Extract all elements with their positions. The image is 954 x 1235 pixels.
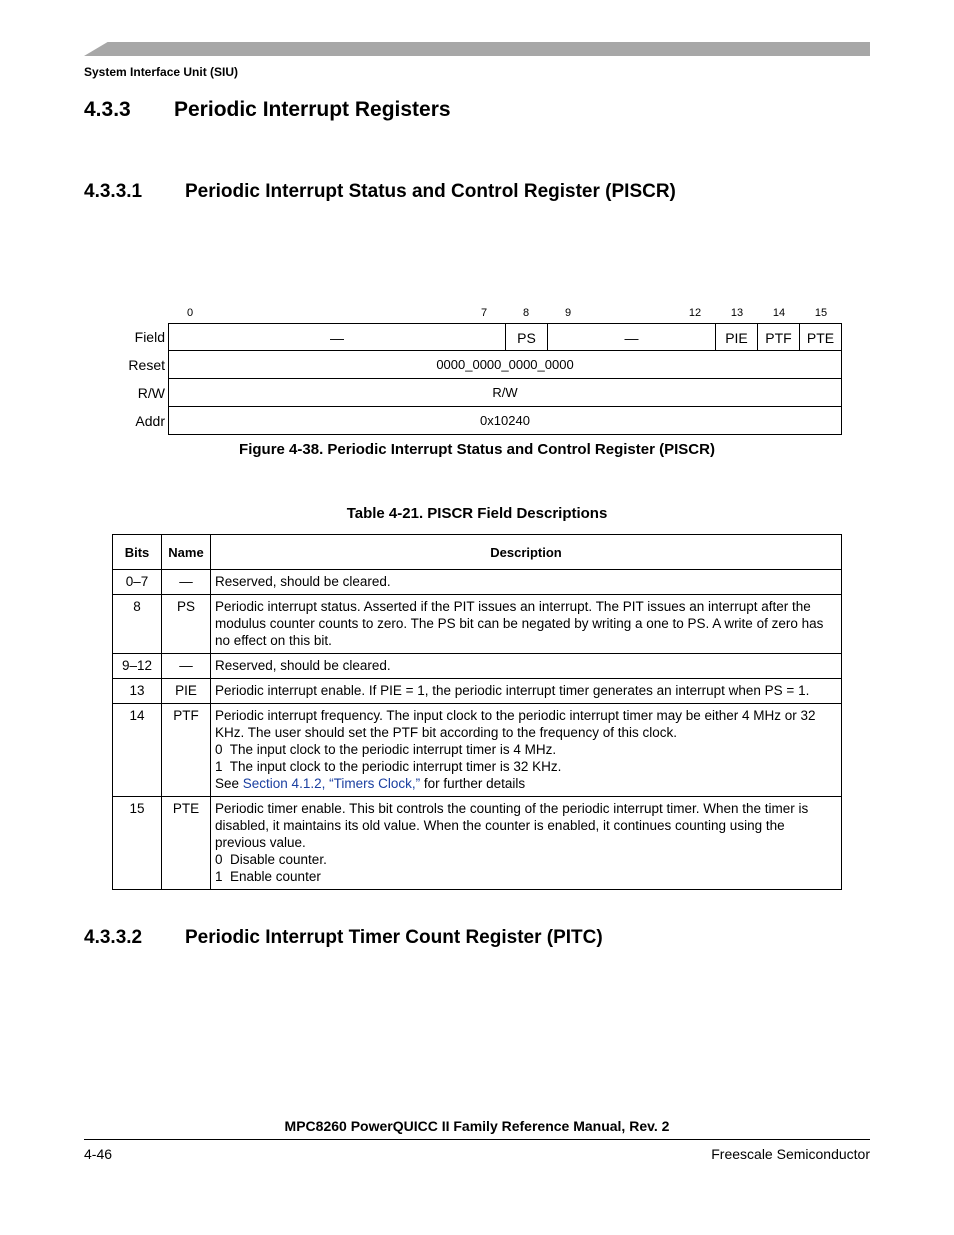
cell-description: Periodic timer enable. This bit controls the counting of the periodic interrupt timer. When the timer is disabled, it maintains its old value. When the counter is enabled, it continues counting using the previous value. 0 Disable counter. 1 Enable counter — [211, 797, 842, 890]
section-4-3-3-heading: 4.3.3 Periodic Interrupt Registers — [84, 98, 451, 121]
cell-bits: 13 — [113, 679, 162, 704]
field-ps: PS — [506, 324, 548, 350]
cell-bits: 0–7 — [113, 570, 162, 595]
row-label-addr: Addr — [135, 413, 165, 429]
rw-value: R/W — [168, 379, 842, 407]
cell-bits: 8 — [113, 595, 162, 654]
field-pte: PTE — [806, 330, 835, 346]
header-bar — [84, 42, 870, 56]
row-label-rw: R/W — [137, 385, 165, 401]
table-row — [113, 595, 842, 654]
field-description-table — [112, 534, 842, 890]
bit-number: 15 — [814, 307, 828, 319]
field-reserved-9-12: — — [548, 324, 716, 350]
section-4-3-3-1-heading: 4.3.3.1 Periodic Interrupt Status and Control Register (PISCR) — [84, 181, 676, 202]
timers-clock-link[interactable]: Section 4.1.2, “Timers Clock,” — [242, 776, 421, 791]
cell-name: PTE — [162, 797, 211, 890]
table-row — [113, 679, 842, 704]
cell-name: PTF — [162, 704, 211, 797]
footer-company: Freescale Semiconductor — [711, 1146, 870, 1162]
header-name: Name — [162, 535, 211, 570]
bit-number: 12 — [688, 307, 702, 319]
footer-title: MPC8260 PowerQUICC II Family Reference Manual, Rev. 2 — [284, 1118, 670, 1134]
running-head: System Interface Unit (SIU) — [84, 65, 239, 79]
row-label-reset: Reset — [128, 357, 165, 373]
cell-bits: 15 — [113, 797, 162, 890]
table-caption: Table 4-21. PISCR Field Descriptions — [346, 505, 608, 522]
table-row — [113, 797, 842, 890]
row-label-field: Field — [134, 329, 165, 345]
cell-bits: 9–12 — [113, 654, 162, 679]
cell-description: Reserved, should be cleared. — [211, 654, 842, 679]
figure-caption: Figure 4-38. Periodic Interrupt Status and Control Register (PISCR) — [239, 441, 715, 458]
section-4-3-3-2-heading: 4.3.3.2 Periodic Interrupt Timer Count Register (PITC) — [84, 927, 603, 948]
field-row — [168, 323, 842, 351]
bit-number: 7 — [480, 307, 488, 319]
table-row — [113, 704, 842, 797]
field-ptf: PTF — [758, 324, 800, 350]
field-reserved-0-7: — — [169, 324, 506, 350]
footer-rule — [84, 1139, 870, 1140]
cell-name: — — [162, 654, 211, 679]
cell-bits: 14 — [113, 704, 162, 797]
cell-description: Periodic interrupt frequency. The input clock to the periodic interrupt timer may be either 4 MHz or 32 KHz. The user should set the PTF bit according to the frequency of this clock. 0 The input clock to the periodic interrupt timer is 4 MHz. 1 The input clock to the periodic interrupt timer is 32 KHz. See Section 4.1.2, “Timers Clock,” for further details — [211, 704, 842, 797]
table-header-row — [113, 535, 842, 570]
header-description: Description — [211, 535, 842, 570]
page-number: 4-46 — [84, 1146, 113, 1162]
addr-value: 0x10240 — [168, 407, 842, 435]
reset-value: 0000_0000_0000_0000 — [168, 351, 842, 379]
cell-description: Reserved, should be cleared. — [211, 570, 842, 595]
bit-number: 0 — [186, 307, 194, 319]
cell-name: PIE — [162, 679, 211, 704]
table-row — [113, 654, 842, 679]
cell-name: PS — [162, 595, 211, 654]
cell-name: — — [162, 570, 211, 595]
cell-description: Periodic interrupt status. Asserted if the PIT issues an interrupt. The PIT issues an interrupt after the modulus counter counts to zero. The PS bit can be negated by writing a one to PS. A write of zero has no effect on this bit. — [211, 595, 842, 654]
table-row — [113, 570, 842, 595]
field-pie: PIE — [716, 324, 758, 350]
header-bits: Bits — [113, 535, 162, 570]
cell-description: Periodic interrupt enable. If PIE = 1, the periodic interrupt timer generates an interrupt when PS = 1. — [211, 679, 842, 704]
bit-number: 9 — [564, 307, 572, 319]
bit-number: 13 — [730, 307, 744, 319]
bit-number: 14 — [772, 307, 786, 319]
bit-number: 8 — [522, 307, 530, 319]
